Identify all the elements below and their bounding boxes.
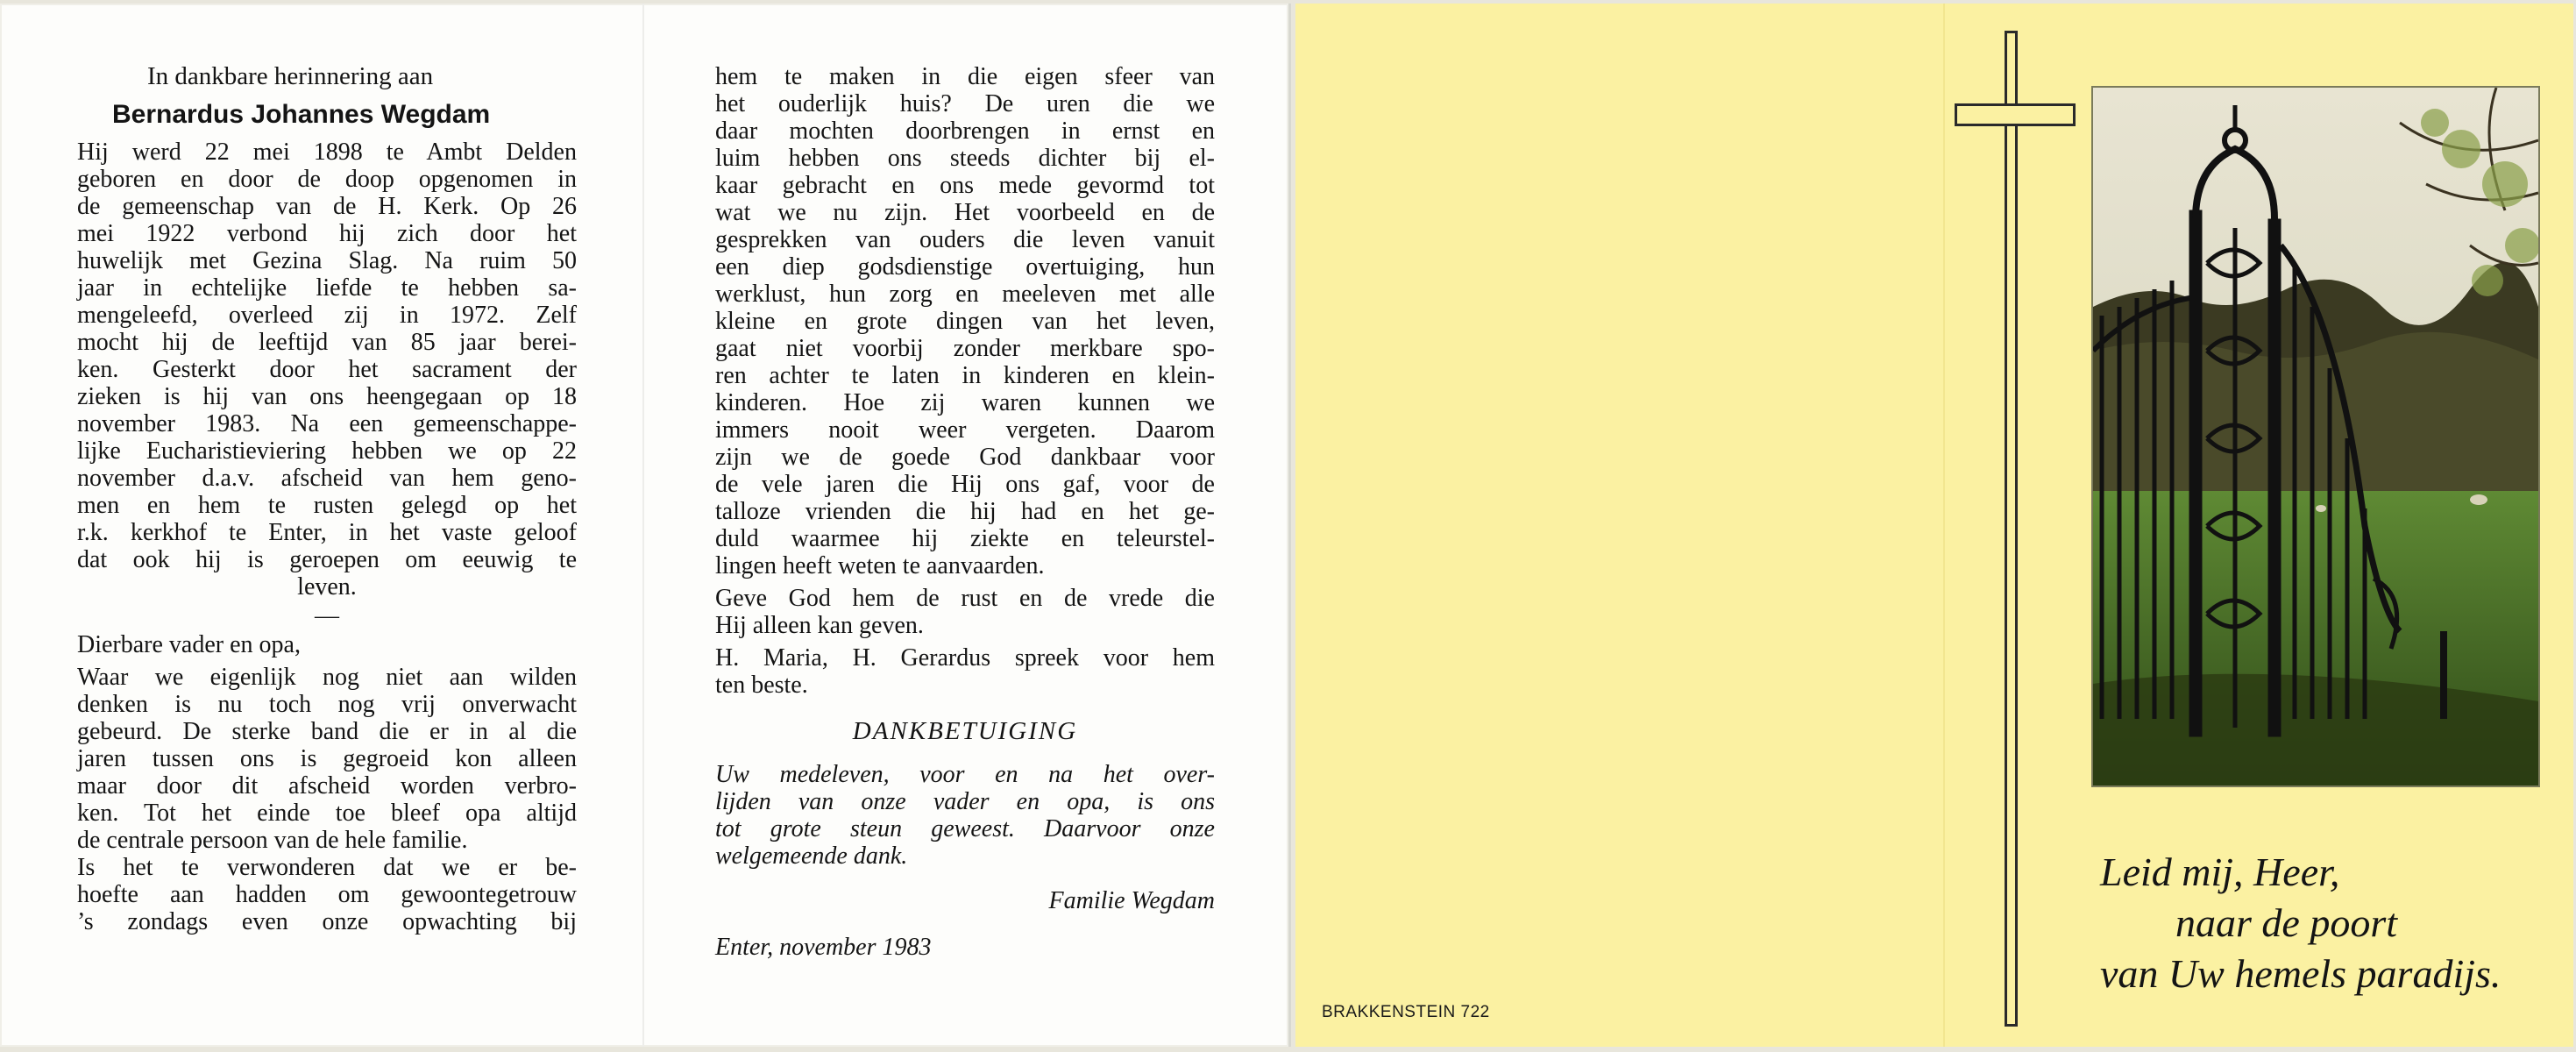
verse-line-3: van Uw hemels paradijs.	[2100, 951, 2501, 996]
place-date: Enter, november 1983	[715, 934, 932, 961]
verse-text	[2100, 847, 2501, 999]
para-line: jaren tussen ons is gegroeid kon alleen	[77, 745, 577, 772]
left-column	[77, 63, 577, 935]
bio-line: Hij werd 22 mei 1898 te Ambt Delden	[77, 139, 577, 166]
para-line: gesprekken van ouders die leven vanuit	[715, 226, 1215, 253]
bio-line: november 1983. Na een gemeenschappe-	[77, 410, 577, 437]
para-line: hem te maken in die eigen sfeer van	[715, 63, 1215, 90]
prayer-line: Geve God hem de rust en de vrede die	[715, 585, 1215, 612]
cemetery-gate-photo	[2091, 86, 2540, 787]
bio-line: huwelijk met Gezina Slag. Na ruim 50	[77, 247, 577, 274]
right-column	[715, 63, 1215, 961]
intro-line: In dankbare herinnering aan	[147, 62, 434, 90]
para-line: Is het te verwonderen dat we er be-	[77, 854, 577, 881]
para-line: ren achter te laten in kinderen en klein-	[715, 362, 1215, 389]
para-line: gaat niet voorbij zonder merkbare spo-	[715, 335, 1215, 362]
bio-line: dat ook hij is geroepen om eeuwig te	[77, 546, 577, 573]
bio-line: mengeleefd, overleed zij in 1972. Zelf	[77, 302, 577, 329]
thanks-text	[715, 761, 1215, 870]
bio-line: november d.a.v. afscheid van hem geno-	[77, 465, 577, 492]
bio-line: r.k. kerkhof te Enter, in het vaste geloof	[77, 519, 577, 546]
cross-icon	[2007, 106, 2015, 124]
family-paragraph-2	[77, 854, 577, 935]
bio-line: jaar in echtelijke liefde te hebben sa-	[77, 274, 577, 302]
bio-line: zieken is hij van ons heengegaan op 18	[77, 383, 577, 410]
bio-line: leven.	[297, 573, 357, 601]
para-line: ken. Tot het einde toe bleef opa altijd	[77, 800, 577, 827]
para-line: immers nooit weer vergeten. Daarom	[715, 416, 1215, 444]
para-line: hoefte aan hadden om gewoontegetrouw	[77, 881, 577, 908]
para-line: maar door dit afscheid worden verbro-	[77, 772, 577, 800]
bio-line: mei 1922 verbond hij zich door het	[77, 220, 577, 247]
fold-line	[1943, 4, 1945, 1047]
para-line: kaar gebracht en ons mede gevormd tot	[715, 172, 1215, 199]
para-line: de vele jaren die Hij ons gaf, voor de	[715, 471, 1215, 498]
memorial-card-text-side	[0, 4, 1291, 1047]
para-line: Waar we eigenlijk nog niet aan wilden	[77, 664, 577, 691]
prayer-line: ten beste.	[715, 672, 808, 699]
salutation: Dierbare vader en opa,	[77, 631, 301, 658]
thanks-line: tot grote steun geweest. Daarvoor onze	[715, 815, 1215, 842]
bio-line: men en hem te rusten gelegd op het	[77, 492, 577, 519]
verse-line-1: Leid mij, Heer,	[2100, 849, 2340, 894]
prayer-line: H. Maria, H. Gerardus spreek voor hem	[715, 644, 1215, 672]
para-line: daar mochten doorbrengen in ernst en	[715, 117, 1215, 145]
thanks-line: lijden van onze vader en opa, is ons	[715, 788, 1215, 815]
para-line: de centrale persoon van de hele familie.	[77, 827, 468, 854]
bio-line: geboren en door de doop opgenomen in	[77, 166, 577, 193]
family-signature: Familie Wegdam	[1048, 887, 1215, 914]
memorial-card-cover-side	[1295, 4, 2573, 1047]
para-line: een diep godsdienstige overtuiging, hun	[715, 253, 1215, 281]
para-line: kinderen. Hoe zij waren kunnen we	[715, 389, 1215, 416]
family-paragraph-2-continued	[715, 63, 1215, 579]
para-line: ’s zondags even onze opwachting bij	[77, 908, 577, 935]
biography	[77, 139, 577, 601]
prayer-line: Hij alleen kan geven.	[715, 612, 924, 639]
thanks-heading: DANKBETUIGING	[852, 717, 1078, 745]
bio-line: lijke Eucharistieviering hebben we op 22	[77, 437, 577, 465]
thanks-line: welgemeende dank.	[715, 842, 908, 870]
para-line: luim hebben ons steeds dichter bij el-	[715, 145, 1215, 172]
bio-line: ken. Gesterkt door het sacrament der	[77, 356, 577, 383]
para-line: lingen heeft weten te aanvaarden.	[715, 552, 1045, 579]
verse-line-2: naar de poort	[2175, 900, 2397, 945]
divider-dash: —	[315, 602, 339, 629]
fold-line	[642, 4, 644, 1047]
prayer-1	[715, 585, 1215, 639]
bio-line: de gemeenschap van de H. Kerk. Op 26	[77, 193, 577, 220]
para-line: werklust, hun zorg en meeleven met alle	[715, 281, 1215, 308]
para-line: denken is nu toch nog vrij onverwacht	[77, 691, 577, 718]
family-paragraph-1	[77, 664, 577, 854]
thanks-line: Uw medeleven, voor en na het over-	[715, 761, 1215, 788]
bio-line: mocht hij de leeftijd van 85 jaar berei-	[77, 329, 577, 356]
para-line: het ouderlijk huis? De uren die we	[715, 90, 1215, 117]
para-line: duld waarmee hij ziekte en teleurstel-	[715, 525, 1215, 552]
para-line: talloze vrienden die hij had en het ge-	[715, 498, 1215, 525]
cross-vertical-beam	[2005, 31, 2018, 1027]
cross-horizontal-beam	[1955, 103, 2076, 126]
publisher-imprint: BRAKKENSTEIN 722	[1322, 1003, 1490, 1021]
prayer-2	[715, 644, 1215, 699]
para-line: kleine en grote dingen van het leven,	[715, 308, 1215, 335]
deceased-name: Bernardus Johannes Wegdam	[112, 100, 491, 129]
para-line: gebeurd. De sterke band die er in al die	[77, 718, 577, 745]
para-line: wat we nu zijn. Het voorbeeld en de	[715, 199, 1215, 226]
para-line: zijn we de goede God dankbaar voor	[715, 444, 1215, 471]
